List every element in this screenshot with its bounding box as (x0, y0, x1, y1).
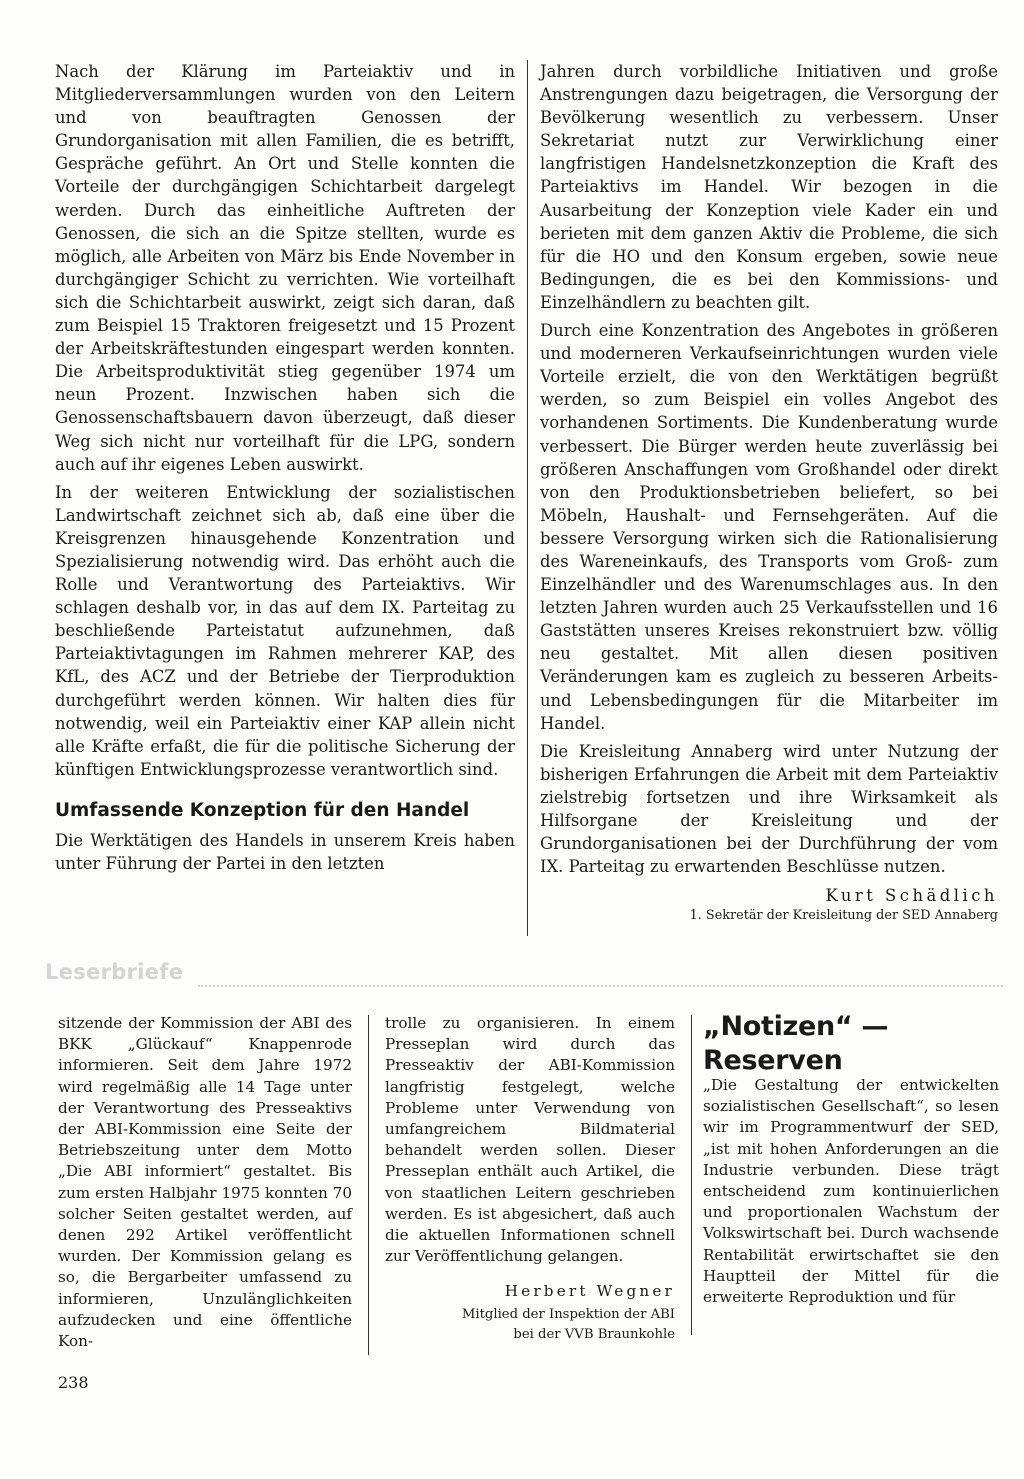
paragraph: trolle zu organisieren. In einem Presseplan wird durch das Presseaktiv der ABI-Kommission langfristig festgelegt, welche Probleme unter Verwendung von umfangreichem Bildmaterial behandelt werden sollen. Dieser Presseplan enthält auch Artikel, die von staatlichen Leitern geschrieben werden. Es ist abgesichert, daß auch die aktuellen Informationen schnell zur Veröffentlichung gelangen. (385, 1014, 675, 1266)
paragraph: Durch eine Konzentration des Angebotes in größeren und moderneren Verkaufseinrichtungen wurden viele Vorteile erzielt, die von den Werktätigen begrüßt werden, so zum Beispiel ein volles Angebot des vorhandenen Sortiments. Die Kundenberatung wurde verbessert. Die Bürger werden heute zuverlässig bei größeren Anschaffungen vom Großhandel oder direkt von den Produktionsbetrieben beliefert, so bei Möbeln, Haushalt- und Fernsehgeräten. Auf die bessere Versorgung wirken sich die Rationalisierung des Wareneinkaufs, des Transports vom Groß- zum Einzelhändler und des Warenumschlages aus. In den letzten Jahren wurden auch 25 Verkaufsstellen und 16 Gaststätten unseres Kreises rekonstruiert bzw. völlig neu gestaltet. Mit allen diesen positiven Veränderungen kam es zugleich zu besseren Arbeits- und Lebensbedingungen für die Mitarbeiter im Handel. (540, 321, 998, 733)
paragraph: In der weiteren Entwicklung der sozialistischen Landwirtschaft zeichnet sich ab, daß eine über die Kreisgrenzen hinausgehende Konzentration und Spezialisierung notwendig wird. Das erhöht auch die Rolle und Verantwortung des Parteiaktivs. Wir schlagen deshalb vor, in das auf dem IX. Parteitag zu beschließende Parteistatut aufzunehmen, daß Parteiaktivtagungen im Rahmen mehrerer KAP, des KfL, des ACZ und der Betriebe der Tierproduktion durchgeführt werden können. Wir halten dies für notwendig, weil ein Parteiaktiv einer KAP allein nicht alle Kräfte erfaßt, die für die politische Sicherung der künftigen Entwicklungsprozesse verantwortlich sind. (55, 482, 515, 779)
lower-column-1 (58, 1013, 352, 1352)
column-divider (691, 1015, 692, 1335)
column-divider (368, 1015, 369, 1355)
paragraph: Die Kreisleitung Annaberg wird unter Nutzung der bisherigen Erfahrungen die Arbeit mit dem Parteiaktiv zielstrebig fortsetzen und ihre Wirksamkeit als Hilfsorgane der Kreisleitung und der Grundorganisationen bei der Durchführung der vom IX. Parteitag zu erwartenden Beschlüsse nutzen. (540, 741, 998, 877)
lower-column-3 (703, 1075, 999, 1308)
upper-column-2 (540, 60, 998, 930)
article-title: „Notizen“ — Reserven (703, 1011, 889, 1076)
column-divider (527, 60, 528, 936)
author-name: Herbert Wegner (504, 1282, 675, 1301)
author-name: Kurt Schädlich (825, 886, 998, 906)
author-role: bei der VVB Braunkohle (513, 1326, 675, 1342)
paragraph: Jahren durch vorbildliche Initiativen und große Anstrengungen dazu beigetragen, die Versorgung der Bevölkerung wesentlich zu verbessern. Unser Sekretariat nutzt zur Verwirklichung einer langfristigen Handelsnetzkonzeption die Kraft des Parteiaktivs im Handel. Wir bezogen in die Ausarbeitung der Konzeption viele Kader ein und berieten mit dem ganzen Aktiv die Probleme, die sich für die HO und den Konsum ergeben, sowie neue Bedingungen, die es bei den Kommissions- und Einzelhändlern zu beachten gilt. (540, 62, 998, 312)
section-label: Leserbriefe (45, 960, 184, 984)
section-heading: Umfassende Konzeption für den Handel (55, 799, 470, 821)
paragraph: Nach der Klärung im Parteiaktiv und in Mitgliederversammlungen wurden von den Leitern und von beauftragten Genossen der Grundorganisation mit allen Familien, die es betrifft, Gespräche geführt. An Ort und Stelle konnten die Vorteile der durchgängigen Schichtarbeit dargelegt werden. Durch das einheitliche Auftreten der Genossen, die sich an die Spitze stellten, wurde es möglich, alle Arbeiten von März bis Ende November in durchgängiger Schicht zu verrichten. Wie vorteilhaft sich die Schichtarbeit auswirkt, zeigt sich daran, daß zum Beispiel 15 Traktoren freigesetzt und 15 Prozent der Arbeitskräftestunden eingespart werden konnten. Die Arbeitsproduktivität stieg gegenüber 1974 um neun Prozent. Inzwischen haben sich die Genossenschaftsbauern davon überzeugt, daß dieser Weg sich nicht nur vorteilhaft für die LPG, sondern auch auf ihr eigenes Leben auswirkt. (55, 62, 515, 474)
page-number: 238 (58, 1373, 89, 1392)
upper-column-1 (55, 60, 515, 880)
paragraph: sitzende der Kommission der ABI des BKK „Glückauf“ Knappenrode informieren. Seit dem Jahre 1972 wird regelmäßig alle 14 Tage unter der Verantwortung des Presseaktivs der ABI-Kommission eine Seite der Betriebszeitung unter dem Motto „Die ABI informiert“ gestaltet. Bis zum ersten Halbjahr 1975 konnten 70 solcher Seiten gestaltet werden, auf denen 292 Artikel veröffentlicht wurden. Der Kommission gelang es so, die Bergarbeiter umfassend zu informieren, Unzulänglichkeiten aufzudecken und eine öffentliche Kon- (58, 1014, 352, 1351)
lower-column-2 (385, 1013, 675, 1345)
paragraph: „Die Gestaltung der entwickelten sozialistischen Gesellschaft“, so lesen wir im Programmentwurf der SED, „ist mit hohen Anforderungen an die Industrie verbunden. Diese trägt entscheidend zum kontinuierlichen und proportionalen Wachstum der Volkswirtschaft bei. Durch wachsende Rentabilität erwirtschaftet sie den Hauptteil der Mittel für die erweiterte Reproduktion und für (703, 1076, 999, 1307)
author-role: 1. Sekretär der Kreisleitung der SED Annaberg (689, 908, 998, 924)
paragraph: Die Werktätigen des Handels in unserem Kreis haben unter Führung der Partei in den letzten (55, 830, 515, 873)
section-divider (198, 985, 1003, 989)
author-role: Mitglied der Inspektion der ABI (461, 1306, 675, 1322)
